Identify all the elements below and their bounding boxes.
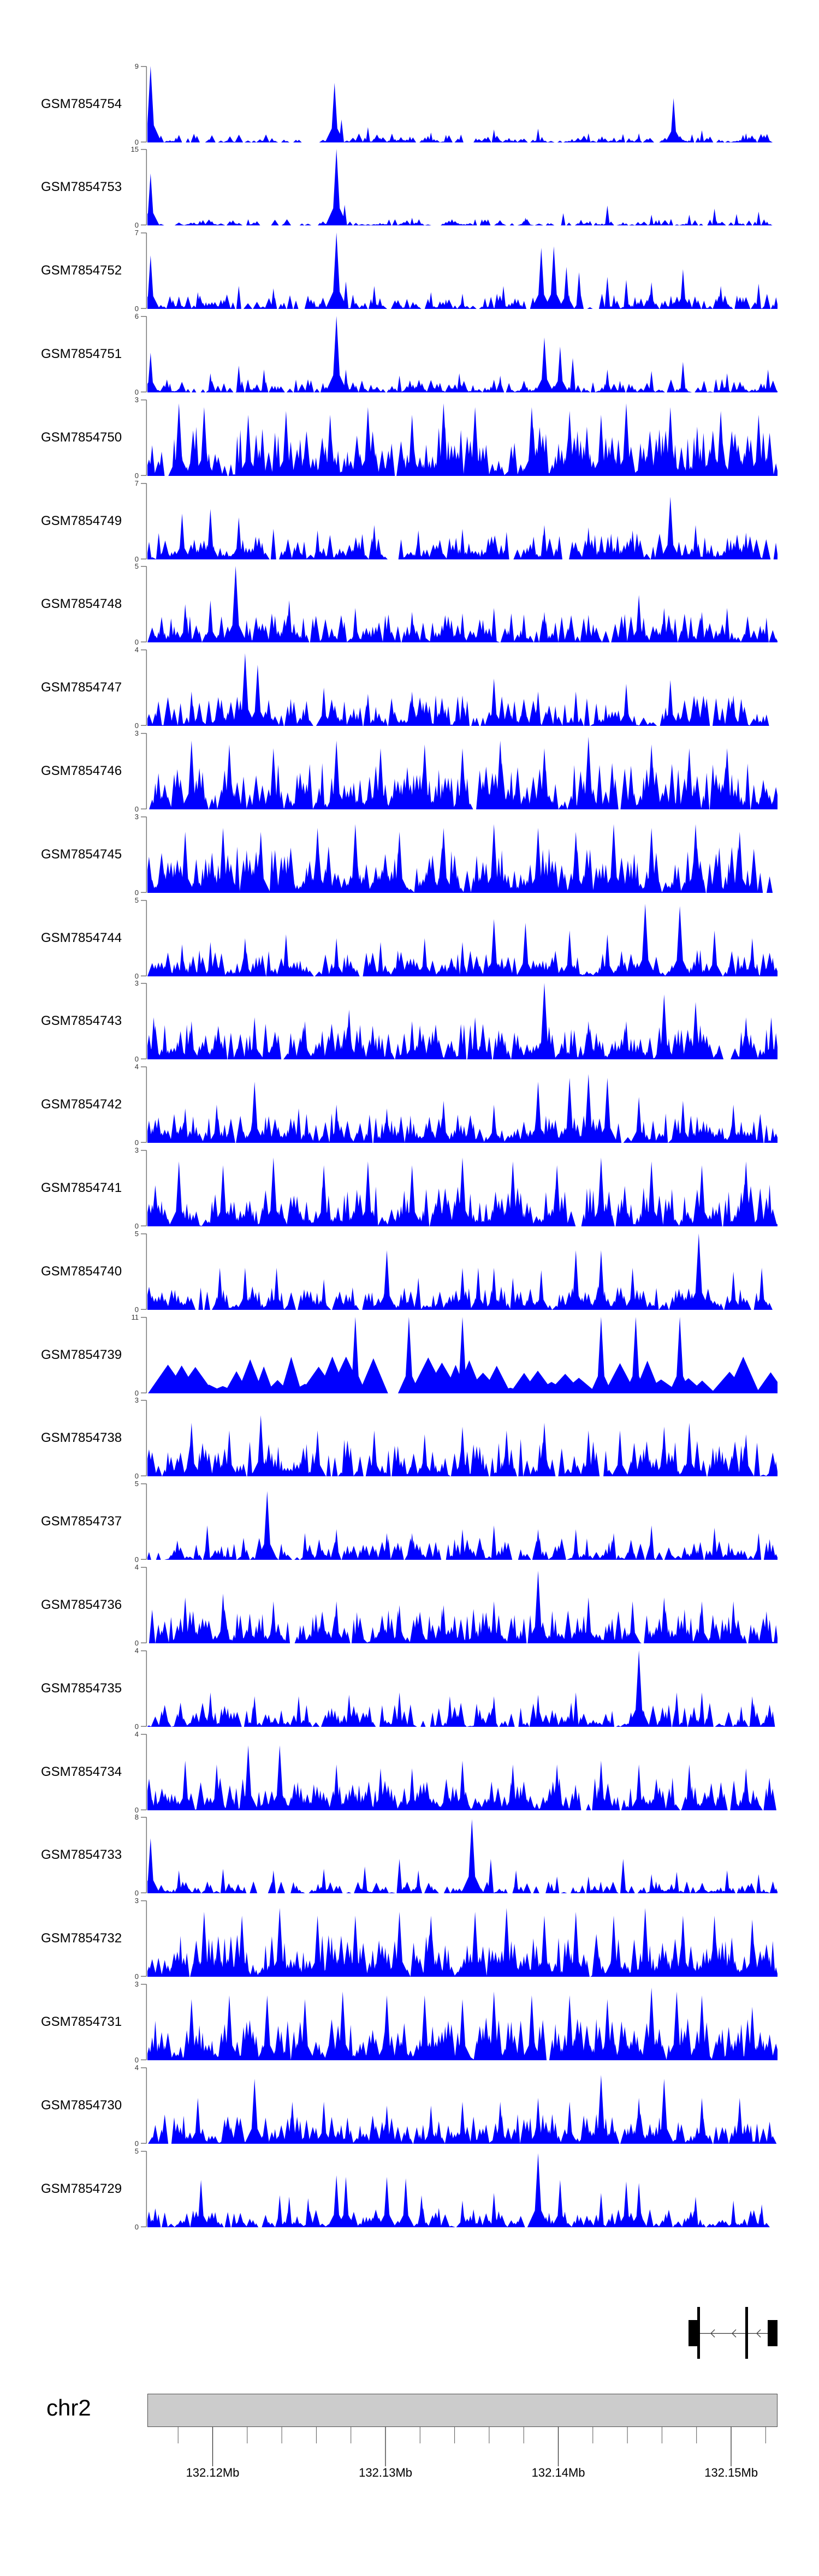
track-label: GSM7854752: [41, 263, 122, 278]
exon-tall-box: [745, 2307, 748, 2359]
signal-area-plot: [147, 66, 778, 142]
track-row: [0, 312, 819, 396]
y-axis-min-label: 0: [134, 721, 139, 730]
axis-tick-label: 132.15Mb: [704, 2466, 758, 2479]
track-row: [0, 896, 819, 980]
y-axis-bracket: [140, 1400, 147, 1476]
track-row: [0, 1229, 819, 1314]
y-axis-max-label: 4: [134, 1646, 139, 1655]
track-label: GSM7854739: [41, 1347, 122, 1362]
y-axis-min-label: 0: [134, 804, 139, 813]
track-label: GSM7854751: [41, 346, 122, 361]
y-axis-min-label: 0: [134, 471, 139, 480]
y-axis-bracket: [140, 149, 147, 225]
track-label: GSM7854754: [41, 96, 122, 111]
signal-area-plot: [147, 1400, 778, 1476]
y-axis-max-label: 4: [134, 1730, 139, 1738]
y-axis-min-label: 0: [134, 971, 139, 980]
signal-area-plot: [147, 1317, 778, 1393]
y-axis-bracket: [140, 399, 147, 476]
y-axis-min-label: 0: [134, 1972, 139, 1981]
y-axis-bracket: [140, 1066, 147, 1143]
y-axis-max-label: 4: [134, 646, 139, 654]
signal-area-plot: [147, 483, 778, 559]
track-row: [0, 1313, 819, 1397]
track-label: GSM7854732: [41, 1931, 122, 1946]
signal-area-plot: [147, 316, 778, 392]
axis-tick-label: 132.14Mb: [531, 2466, 585, 2479]
y-axis-bracket: [140, 2151, 147, 2227]
y-axis-max-label: 3: [134, 979, 139, 988]
signal-polygon: [147, 403, 778, 476]
signal-area-plot: [147, 2067, 778, 2144]
track-row: [0, 1979, 819, 2064]
track-label: GSM7854731: [41, 2014, 122, 2029]
y-axis-min-label: 0: [134, 221, 139, 230]
y-axis-min-label: 0: [134, 1805, 139, 1814]
signal-polygon: [147, 904, 778, 976]
signal-polygon: [147, 66, 773, 142]
track-label: GSM7854735: [41, 1680, 122, 1696]
signal-polygon: [147, 2153, 770, 2227]
signal-polygon: [147, 1650, 775, 1727]
track-row: [0, 62, 819, 146]
signal-area-plot: [147, 1066, 778, 1143]
signal-area-plot: [147, 149, 778, 225]
y-axis-bracket: [140, 816, 147, 893]
track-row: [0, 1063, 819, 1147]
y-axis-max-label: 3: [134, 395, 139, 404]
y-axis-max-label: 15: [130, 145, 139, 154]
track-row: [0, 1563, 819, 1647]
y-axis-bracket: [140, 1650, 147, 1727]
signal-polygon: [147, 149, 773, 225]
track-label: GSM7854745: [41, 846, 122, 862]
axis-tick-label: 132.12Mb: [186, 2466, 240, 2479]
track-row: [0, 1396, 819, 1481]
track-label: GSM7854748: [41, 597, 122, 612]
track-row: [0, 145, 819, 230]
signal-polygon: [149, 737, 778, 809]
track-label: GSM7854742: [41, 1097, 122, 1112]
signal-area-plot: [147, 983, 778, 1059]
y-axis-min-label: 0: [134, 1889, 139, 1898]
signal-polygon: [147, 232, 778, 309]
y-axis-min-label: 0: [134, 1638, 139, 1647]
track-row: [0, 729, 819, 813]
signal-polygon: [147, 1158, 778, 1226]
y-axis-min-label: 0: [134, 554, 139, 563]
track-row: [0, 1813, 819, 1898]
signal-area-plot: [147, 2151, 778, 2227]
y-axis-bracket: [140, 1734, 147, 1810]
signal-polygon: [147, 316, 778, 392]
signal-polygon: [147, 653, 769, 726]
track-row: [0, 812, 819, 897]
signal-polygon: [147, 1491, 778, 1560]
track-label: GSM7854749: [41, 513, 122, 528]
y-axis-bracket: [140, 483, 147, 559]
signal-area-plot: [147, 649, 778, 726]
y-axis-bracket: [140, 1817, 147, 1893]
signal-area-plot: [147, 1734, 778, 1810]
track-row: [0, 479, 819, 563]
chromosome-label: chr2: [46, 2395, 91, 2420]
y-axis-bracket: [140, 232, 147, 309]
exon-tall-box: [697, 2307, 700, 2359]
y-axis-min-label: 0: [134, 1138, 139, 1147]
y-axis-max-label: 3: [134, 729, 139, 737]
y-axis-min-label: 0: [134, 138, 139, 146]
signal-area-plot: [147, 232, 778, 309]
track-row: [0, 1730, 819, 1814]
chromosome-bar: [147, 2394, 778, 2427]
signal-polygon: [147, 1074, 778, 1143]
y-axis-min-label: 0: [134, 2222, 139, 2231]
y-axis-max-label: 3: [134, 1979, 139, 1988]
y-axis-max-label: 11: [131, 1313, 139, 1321]
y-axis-min-label: 0: [134, 2139, 139, 2148]
signal-polygon: [147, 1819, 778, 1893]
signal-area-plot: [147, 1483, 778, 1560]
y-axis-bracket: [140, 1567, 147, 1643]
signal-area-plot: [147, 1817, 778, 1893]
y-axis-max-label: 5: [134, 1480, 139, 1488]
y-axis-max-label: 5: [134, 2146, 139, 2155]
track-label: GSM7854750: [41, 430, 122, 445]
track-label: GSM7854729: [41, 2181, 122, 2196]
track-row: [0, 395, 819, 480]
y-axis-max-label: 3: [134, 1396, 139, 1405]
signal-polygon: [147, 1908, 778, 1977]
y-axis-max-label: 3: [134, 812, 139, 821]
exon-box: [768, 2320, 778, 2346]
signal-area-plot: [147, 399, 778, 476]
signal-polygon: [147, 1988, 778, 2060]
signal-polygon: [147, 497, 778, 559]
track-row: [0, 2146, 819, 2231]
y-axis-min-label: 0: [134, 638, 139, 647]
signal-polygon: [147, 983, 778, 1059]
track-row: [0, 1480, 819, 1564]
track-label: GSM7854741: [41, 1180, 122, 1195]
track-label: GSM7854734: [41, 1764, 122, 1779]
signal-polygon: [147, 1233, 773, 1310]
track-row: [0, 229, 819, 313]
y-axis-bracket: [140, 1233, 147, 1310]
track-label: GSM7854747: [41, 680, 122, 695]
y-axis-bracket: [140, 66, 147, 142]
y-axis-min-label: 0: [134, 305, 139, 313]
signal-area-plot: [147, 1150, 778, 1226]
track-label: GSM7854746: [41, 763, 122, 778]
y-axis-min-label: 0: [134, 1055, 139, 1064]
signal-polygon: [147, 824, 773, 893]
track-row: [0, 1646, 819, 1731]
y-axis-bracket: [140, 1483, 147, 1560]
y-axis-bracket: [140, 649, 147, 726]
y-axis-max-label: 5: [134, 896, 139, 904]
y-axis-bracket: [140, 316, 147, 392]
track-row: [0, 562, 819, 647]
track-label: GSM7854736: [41, 1597, 122, 1612]
signal-area-plot: [147, 1650, 778, 1727]
y-axis-max-label: 4: [134, 2063, 139, 2072]
track-label: GSM7854753: [41, 180, 122, 195]
signal-area-plot: [147, 1984, 778, 2060]
y-axis-max-label: 9: [134, 62, 139, 70]
y-axis-bracket: [140, 733, 147, 809]
signal-polygon: [148, 2075, 776, 2144]
y-axis-bracket: [140, 566, 147, 642]
track-label: GSM7854737: [41, 1514, 122, 1529]
y-axis-bracket: [140, 983, 147, 1059]
y-axis-max-label: 7: [134, 479, 139, 487]
y-axis-max-label: 6: [134, 312, 139, 320]
track-row: [0, 2063, 819, 2148]
y-axis-min-label: 0: [134, 2055, 139, 2064]
y-axis-min-label: 0: [134, 1221, 139, 1230]
y-axis-min-label: 0: [134, 888, 139, 897]
signal-polygon: [147, 1415, 778, 1476]
track-label: GSM7854733: [41, 1847, 122, 1863]
gene-model-track: [0, 2303, 819, 2363]
track-label: GSM7854730: [41, 2097, 122, 2113]
y-axis-min-label: 0: [134, 1722, 139, 1731]
y-axis-min-label: 0: [134, 1555, 139, 1564]
signal-polygon: [147, 1745, 776, 1810]
signal-polygon: [148, 1317, 778, 1393]
genome-ruler: [0, 2363, 819, 2576]
y-axis-bracket: [140, 2067, 147, 2144]
signal-area-plot: [147, 1567, 778, 1643]
y-axis-bracket: [140, 1900, 147, 1977]
y-axis-max-label: 8: [134, 1813, 139, 1822]
y-axis-max-label: 3: [134, 1897, 139, 1905]
y-axis-max-label: 4: [134, 1563, 139, 1571]
track-label: GSM7854743: [41, 1013, 122, 1029]
y-axis-bracket: [140, 1150, 147, 1226]
y-axis-max-label: 3: [134, 1146, 139, 1154]
y-axis-bracket: [140, 900, 147, 976]
signal-area-plot: [147, 1233, 778, 1310]
y-axis-bracket: [140, 1317, 147, 1393]
track-row: [0, 979, 819, 1064]
y-axis-min-label: 0: [134, 1472, 139, 1481]
axis-tick-label: 132.13Mb: [359, 2466, 413, 2479]
y-axis-max-label: 7: [134, 229, 139, 237]
axis-ticks: [0, 2427, 819, 2490]
signal-area-plot: [147, 816, 778, 893]
y-axis-max-label: 4: [134, 1063, 139, 1071]
track-row: [0, 1146, 819, 1230]
signal-area-plot: [147, 566, 778, 642]
signal-area-plot: [147, 1900, 778, 1977]
signal-area-plot: [147, 733, 778, 809]
track-label: GSM7854740: [41, 1263, 122, 1279]
signal-polygon: [147, 566, 778, 642]
signal-area-plot: [147, 900, 778, 976]
y-axis-bracket: [140, 1984, 147, 2060]
y-axis-min-label: 0: [134, 1388, 139, 1397]
track-row: [0, 1897, 819, 1981]
signal-polygon: [149, 1571, 778, 1643]
y-axis-min-label: 0: [134, 387, 139, 396]
track-row: [0, 646, 819, 730]
track-label: GSM7854738: [41, 1430, 122, 1446]
track-label: GSM7854744: [41, 930, 122, 945]
y-axis-min-label: 0: [134, 1305, 139, 1314]
y-axis-max-label: 5: [134, 1229, 139, 1238]
y-axis-max-label: 5: [134, 562, 139, 571]
